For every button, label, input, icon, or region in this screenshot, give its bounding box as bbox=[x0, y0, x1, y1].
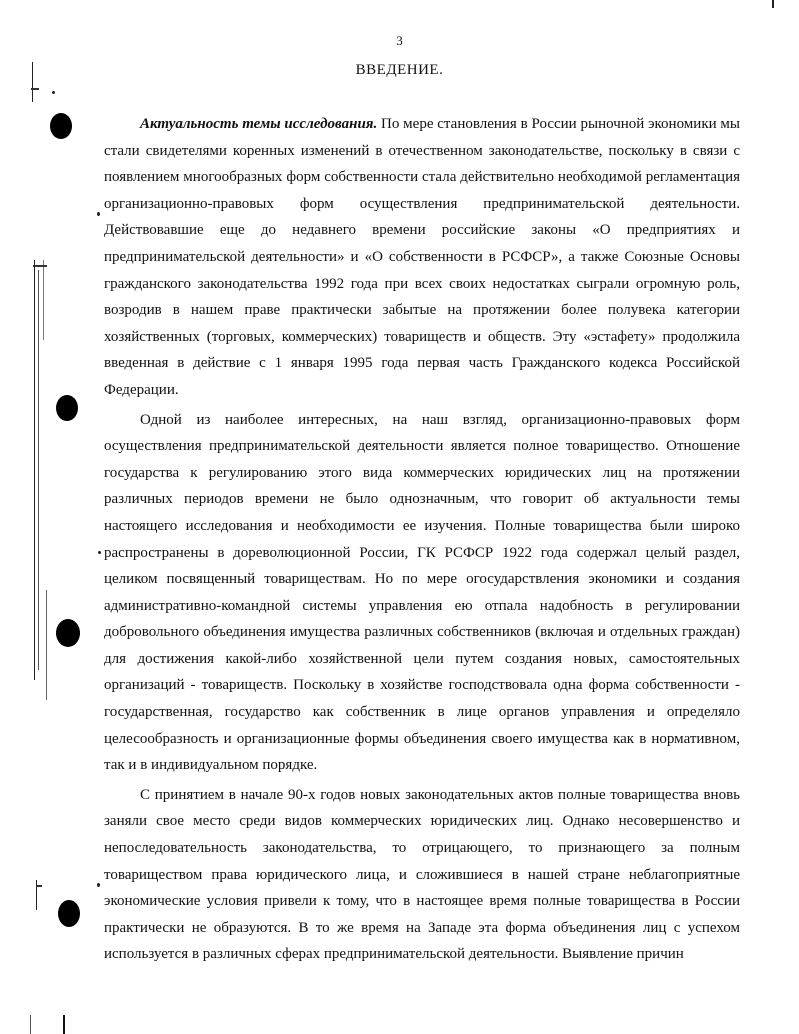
body-text bbox=[104, 111, 740, 968]
binding-line-7 bbox=[63, 1015, 65, 1034]
punch-hole-2 bbox=[56, 395, 78, 421]
scan-speck-4 bbox=[97, 883, 100, 887]
paragraph-2: Одной из наиболее интересных, на наш взгляд, организационно-правовых форм осуществления предпринимательской деятельности является полное товарищество. Отношение государства к регулированию этого вида коммерческих юридических лиц на протяжении различных периодов времени не было однозначным, что говорит об актуальности темы настоящего исследования и необходимости ее изучения. Полные товарищества были широко распространены в дореволюционной России, ГК РСФСР 1922 года содержал целый раздел, целиком посвященный товариществам. Но по мере огосударствления экономики и создания административно-командной системы управления ею отпала надобность в регулировании добровольного объединения имущества различных собственников (включая и отдельных граждан) для достижения какой-либо хозяйственной цели путем создания новых, самостоятельных организаций - товариществ. Поскольку в хозяйстве господствовала одна форма собственности - государственная, государство как собственник в лице органов управления и определяло целесообразность и организационные формы объединения своего имущества как в нормативном, так и в индивидуальном порядке. bbox=[104, 411, 740, 774]
binding-line-8 bbox=[30, 1015, 31, 1034]
scan-speck-1 bbox=[52, 91, 55, 94]
page-heading: ВВЕДЕНИЕ. bbox=[355, 62, 444, 78]
scan-tick-2 bbox=[33, 265, 47, 267]
paragraph-1 bbox=[104, 111, 740, 404]
punch-hole-1 bbox=[50, 113, 72, 139]
scan-tick-1 bbox=[31, 88, 39, 90]
punch-hole-4 bbox=[58, 900, 80, 927]
binding-line-2 bbox=[34, 260, 35, 680]
page-number: 3 bbox=[396, 33, 403, 48]
binding-line-1 bbox=[32, 62, 33, 102]
paragraph-1-lead: Актуальность темы исследования. bbox=[140, 116, 378, 132]
punch-hole-3 bbox=[56, 619, 80, 647]
binding-line-4 bbox=[43, 260, 44, 340]
scan-speck-3 bbox=[98, 551, 101, 554]
paragraph-3: С принятием в начале 90-х годов новых законодательных актов полные товарищества вновь заняли свое место среди видов коммерческих юридических лиц. Однако несовершенство и непоследовательность законодательства, то отрицающего, то признающего за полным товариществом права юридического лица, и сложившиеся в нашей стране неблагоприятные экономические условия привели к тому, что в настоящее время полные товарищества в России практически не образуются. В то же время на Западе эта форма объединения лиц с успехом используется в различных сферах предпринимательской деятельности. Выявление причин bbox=[104, 786, 740, 963]
binding-line-3 bbox=[38, 270, 39, 670]
paragraph-1-text: По мере становления в России рыночной экономики мы стали свидетелями коренных изменений в отечественном законодательстве, поскольку в связи с появлением многообразных форм собственности стала действительно необходимой регламентация организационно-правовых форм осуществления предпринимательской деятельности. Действовавшие еще до недавнего времени российские законы «О предприятиях и предпринимательской деятельности» и «О собственности в РСФСР», а также Союзные Основы гражданского законодательства 1992 года при всех своих недостатках сыграли огромную роль, возродив в нашем праве практически забытые на протяжении более полувека категории хозяйственных (торговых, коммерческих) товариществ и обществ. Эту «эстафету» продолжила введенная в действие с 1 января 1995 года первая часть Гражданского кодекса Российской Федерации. bbox=[104, 116, 740, 398]
scan-speck-2 bbox=[97, 212, 100, 216]
scan-speck-5 bbox=[772, 0, 774, 8]
scan-tick-3 bbox=[36, 885, 42, 887]
binding-line-5 bbox=[46, 590, 47, 700]
